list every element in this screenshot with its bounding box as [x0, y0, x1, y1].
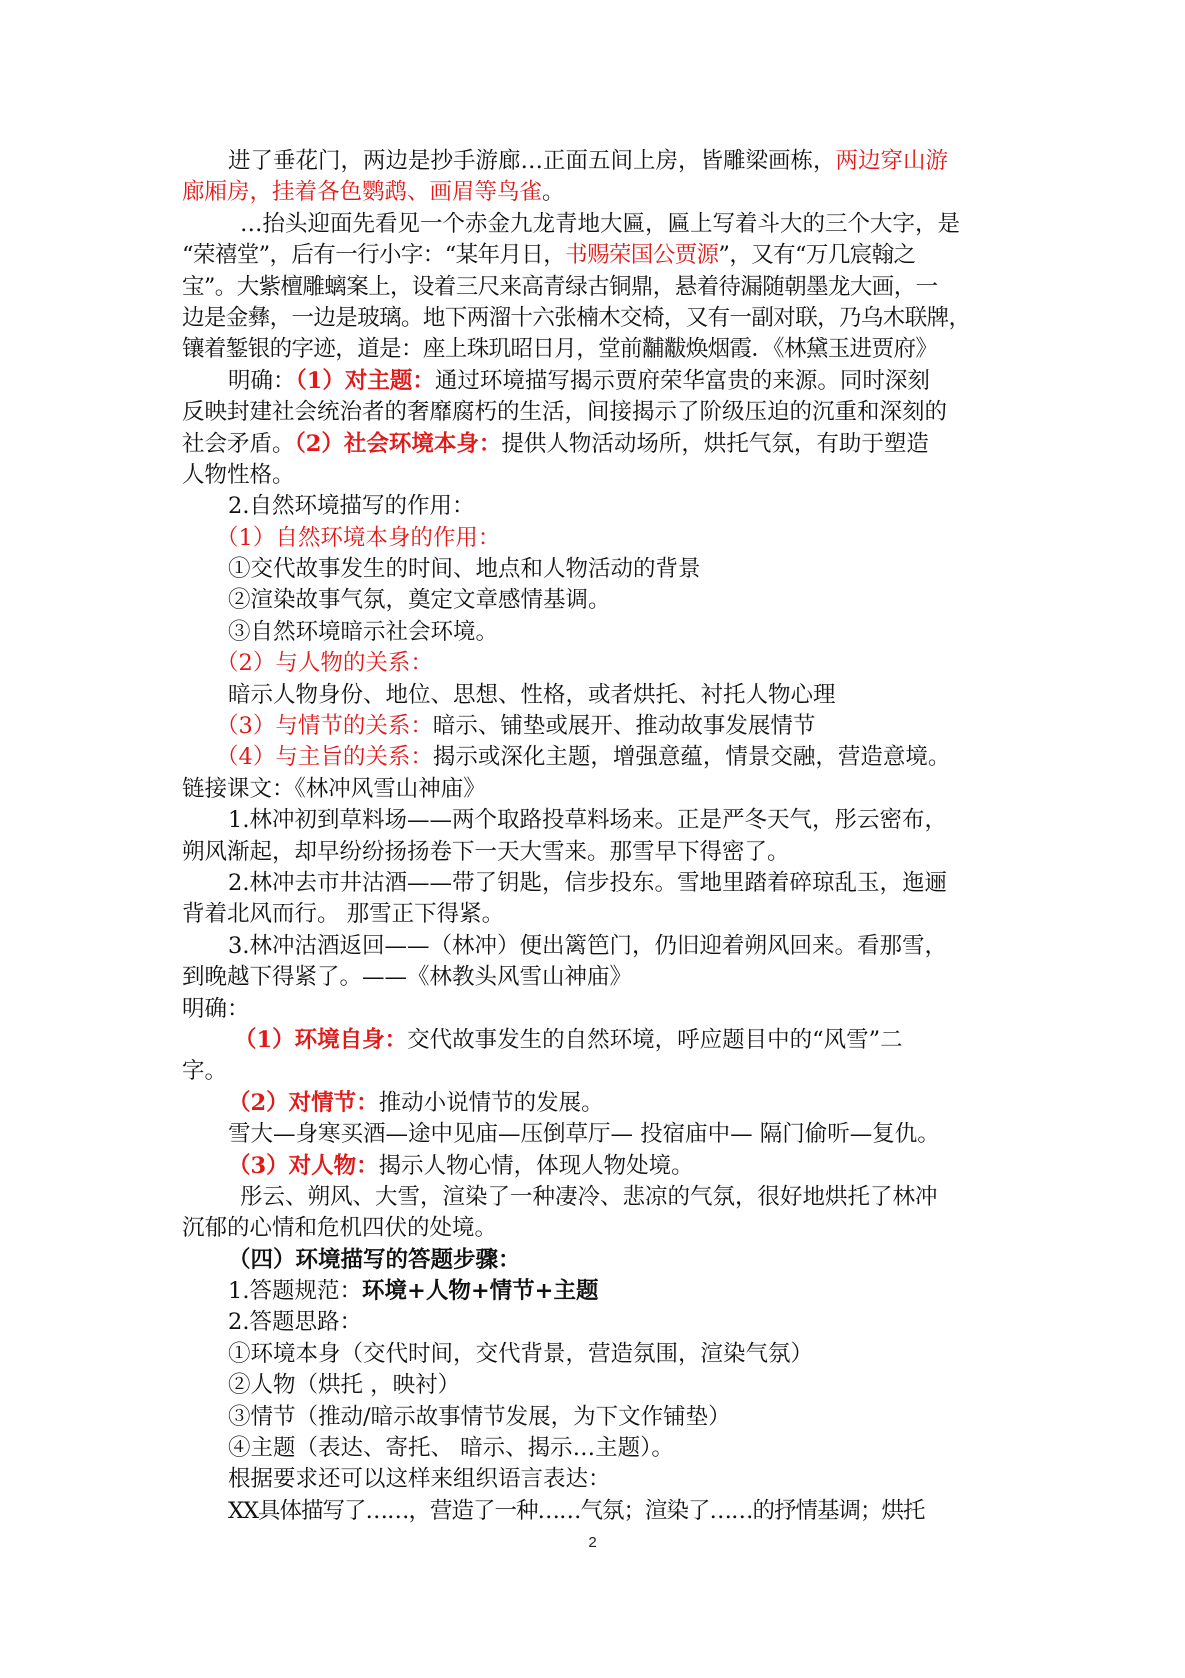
text-line [182, 240, 1012, 271]
text-segment: 2.答题思路： [228, 1309, 362, 1336]
text-segment: XX具体描写了……，营造了一种……气氛；渲染了……的抒情基调；烘托 [228, 1497, 925, 1524]
text-line [182, 617, 1012, 648]
text-line [182, 1119, 1012, 1150]
text-line [182, 523, 1012, 554]
highlighted-text: （1）自然环境本身的作用： [216, 524, 501, 551]
text-line [182, 1025, 1012, 1056]
text-line [182, 711, 1012, 742]
text-line [182, 460, 1012, 491]
text-segment: ②渲染故事气氛，奠定文章感情基调。 [228, 587, 611, 614]
text-line [182, 1307, 1012, 1338]
text-segment: 暗示人物身份、地位、思想、性格，或者烘托、衬托人物心理 [228, 681, 836, 708]
text-segment: 3.林冲沽酒返回——（林冲）便出篱笆门，仍旧迎着朔风回来。看那雪， [228, 932, 947, 959]
text-segment: ④主题（表达、寄托、 暗示、揭示…主题）。 [228, 1435, 674, 1462]
text-segment: 字。 [182, 1058, 228, 1085]
text-segment: ③情节（推动/暗示故事情节发展，为下文作铺垫） [228, 1403, 731, 1430]
text-segment: 揭示或深化主题，增强意蕴，情景交融，营造意境。 [432, 744, 951, 771]
highlighted-text: 两边穿山游 [835, 148, 949, 174]
text-segment: 提供人物活动场所，烘托气氛，有助于塑造 [501, 430, 929, 457]
text-line [182, 491, 1012, 522]
highlighted-text: （2）社会环境本身： [294, 430, 502, 457]
highlighted-text: （1）环境自身： [234, 1026, 408, 1053]
text-segment: 边是金彝，一边是玻璃。地下两溜十六张楠木交椅，又有一副对联，乃乌木联牌， [182, 304, 971, 331]
text-line [182, 1056, 1012, 1087]
text-segment: 1.林冲初到草料场——两个取路投草料场来。正是严冬天气，彤云密布， [228, 807, 947, 834]
text-line [182, 805, 1012, 836]
bold-text: （四）环境描写的答题步骤： [228, 1246, 521, 1273]
text-segment: 彤云、朔风、大雪，渲染了一种凄冷、悲凉的气氛，很好地烘托了林冲 [240, 1183, 938, 1210]
text-line [182, 680, 1012, 711]
text-segment: “荣禧堂”，后有一行小字：“某年月日， [182, 242, 566, 269]
text-segment: 镶着錾银的字迹，道是：座上珠玑昭日月，堂前黼黻焕烟霞．《林黛玉进贾府》 [182, 336, 938, 363]
text-segment: 社会矛盾。 [182, 430, 295, 457]
text-segment: 人物性格。 [182, 461, 295, 488]
text-line [182, 429, 1012, 460]
text-line [182, 774, 1012, 805]
text-line [182, 648, 1012, 679]
text-line [182, 931, 1012, 962]
highlighted-text: （2）对情节： [228, 1089, 379, 1116]
text-line [182, 554, 1012, 585]
text-line [182, 334, 1012, 365]
highlighted-text: （1）对主题： [295, 367, 435, 394]
text-segment: ”，又有“万几宸翰之 [718, 242, 916, 269]
text-segment: 到晚越下得紧了。——《林教头风雪山神庙》 [182, 964, 633, 991]
text-segment: ①交代故事发生的时间、地点和人物活动的背景 [228, 556, 701, 583]
text-segment: ③自然环境暗示社会环境。 [228, 618, 499, 645]
text-line [182, 1245, 1012, 1276]
text-line [182, 146, 1012, 177]
text-line [182, 585, 1012, 616]
text-line [182, 1276, 1012, 1307]
text-segment: ②人物（烘托 ，映衬） [228, 1372, 461, 1399]
highlighted-text: （2）与人物的关系： [216, 650, 433, 677]
text-line [182, 1496, 1012, 1527]
text-segment: 链接课文：《林冲风雪山神庙》 [182, 775, 486, 802]
text-line [182, 1182, 1012, 1213]
text-segment: 明确： [182, 995, 250, 1022]
text-line [182, 177, 1012, 208]
text-line [182, 366, 1012, 397]
text-segment: 雪大—身寒买酒—途中见庙—压倒草厅— 投宿庙中— 隔门偷听—复仇。 [228, 1121, 940, 1148]
text-line [182, 303, 1012, 334]
text-segment: 。 [542, 179, 565, 206]
text-line [182, 1402, 1012, 1433]
text-segment: 宝”。大紫檀雕螭案上，设着三尺来高青绿古铜鼎，悬着待漏随朝墨龙大画，一 [182, 273, 938, 300]
text-segment: 1.答题规范： [228, 1278, 362, 1305]
text-segment: 2.林冲去市井沽酒——带了钥匙，信步投东。雪地里踏着碎琼乱玉，迤逦 [228, 869, 947, 896]
text-segment: 沉郁的心情和危机四伏的处境。 [182, 1215, 498, 1242]
document-body [182, 146, 1012, 1527]
text-line [182, 962, 1012, 993]
text-segment: 2.自然环境描写的作用： [228, 493, 475, 520]
text-segment: 通过环境描写揭示贾府荣华富贵的来源。同时深刻 [434, 367, 930, 394]
text-line [182, 837, 1012, 868]
text-segment: 背着北风而行。 那雪正下得紧。 [182, 901, 505, 928]
text-segment: 揭示人物心情，体现人物处境。 [378, 1152, 694, 1179]
text-line [182, 1464, 1012, 1495]
text-line [182, 1088, 1012, 1119]
text-line [182, 742, 1012, 773]
text-segment: 交代故事发生的自然环境，呼应题目中的“风雪”二 [407, 1026, 903, 1053]
highlighted-text: （3）与情节的关系： [216, 713, 433, 740]
text-line [182, 899, 1012, 930]
text-segment: 暗示、铺垫或展开、推动故事发展情节 [432, 713, 816, 740]
text-line [182, 1151, 1012, 1182]
page-number: 2 [588, 1534, 597, 1551]
text-line [182, 1213, 1012, 1244]
text-line [182, 272, 1012, 303]
highlighted-text: 廊厢房，挂着各色鹦鹉、画眉等鸟雀 [182, 179, 543, 206]
text-line [182, 868, 1012, 899]
text-segment: 进了垂花门，两边是抄手游廊…正面五间上房，皆雕梁画栋， [228, 148, 836, 174]
text-segment: 根据要求还可以这样来组织语言表达： [228, 1466, 611, 1493]
text-line [182, 397, 1012, 428]
text-line [182, 994, 1012, 1025]
highlighted-text: 书赐荣国公贾源 [565, 242, 719, 269]
text-line [182, 1339, 1012, 1370]
text-segment: …抬头迎面先看见一个赤金九龙青地大匾，匾上写着斗大的三个大字，是 [240, 210, 961, 237]
text-segment: 明确： [228, 367, 296, 394]
text-segment: ①环境本身（交代时间，交代背景，营造氛围，渲染气氛） [228, 1340, 814, 1367]
highlighted-text: （3）对人物： [228, 1152, 379, 1179]
text-segment: 推动小说情节的发展。 [378, 1089, 604, 1116]
text-line [182, 1433, 1012, 1464]
text-segment: 反映封建社会统治者的奢靡腐朽的生活，间接揭示了阶级压迫的沉重和深刻的 [182, 399, 948, 426]
text-segment: 朔风渐起，却早纷纷扬扬卷下一天大雪来。那雪早下得密了。 [182, 838, 790, 865]
text-line [182, 1370, 1012, 1401]
text-line [182, 209, 1012, 240]
highlighted-text: （4）与主旨的关系： [216, 744, 433, 771]
bold-text: 环境+人物+情节+主题 [361, 1278, 599, 1305]
